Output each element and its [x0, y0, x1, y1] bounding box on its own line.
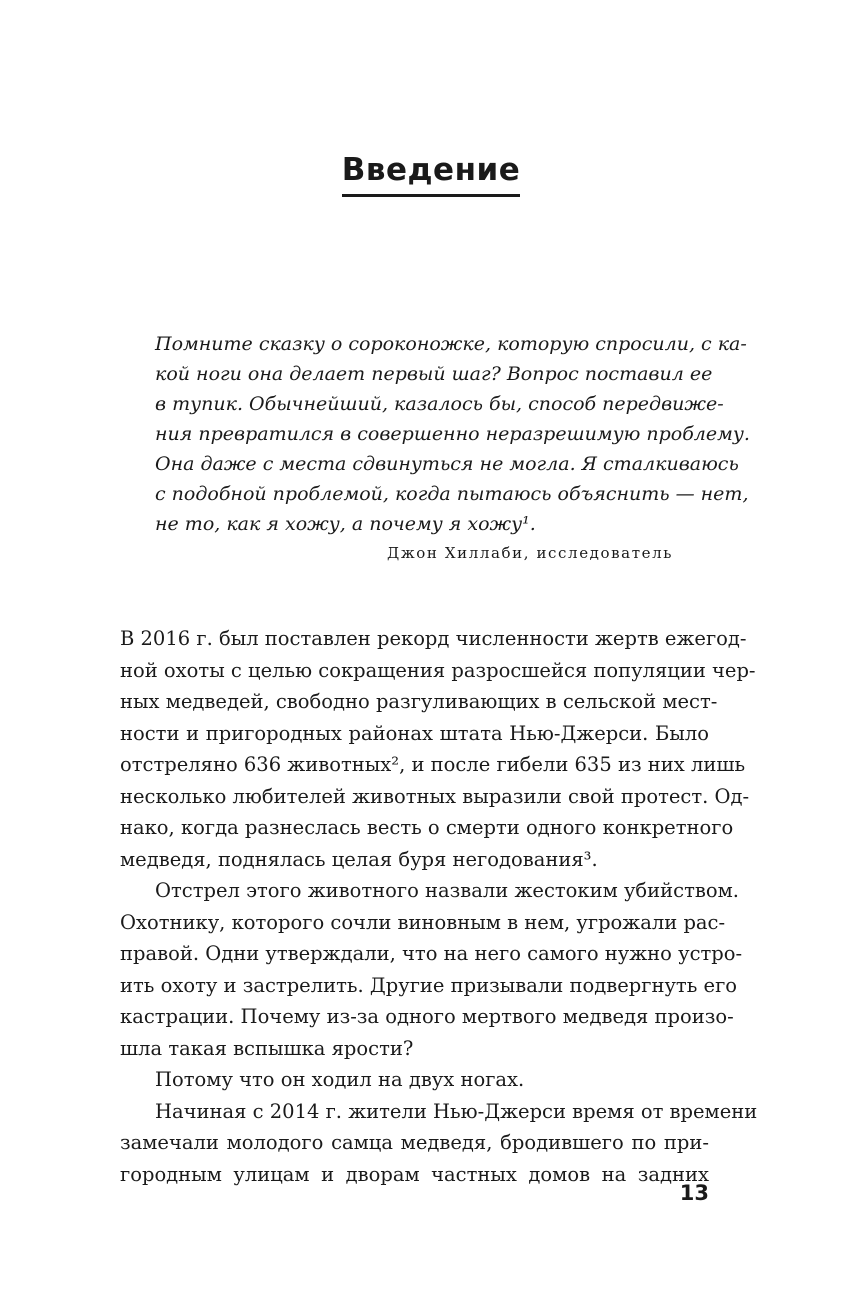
- epigraph-line: не то, как я хожу, а почему я хожу¹.: [155, 513, 536, 535]
- body-line: шла такая вспышка ярости?: [120, 1036, 414, 1060]
- body-line: ности и пригородных районах штата Нью-Джерси. Было: [120, 721, 709, 745]
- body-line: Отстрел этого животного назвали жестоким убийством.: [155, 879, 739, 902]
- body-line: ить охоту и застрелить. Другие призывали подвергнуть его: [120, 973, 738, 997]
- body-line: городным улицам и дворам частных домов на задних: [120, 1162, 709, 1186]
- body-line: несколько любителей животных выразили свой протест. Од-: [120, 784, 750, 808]
- body-line: В 2016 г. был поставлен рекорд численности жертв ежегод-: [120, 627, 747, 650]
- epigraph: [155, 329, 750, 562]
- body-text: [120, 623, 758, 1190]
- body-line: отстреляно 636 животных², и после гибели 635 из них лишь: [120, 753, 746, 776]
- body-line: ных медведей, свободно разгуливающих в сельской мест-: [120, 690, 718, 713]
- epigraph-attribution: Джон Хиллаби, исследователь: [387, 544, 673, 562]
- epigraph-line: с подобной проблемой, когда пытаюсь объяснить — нет,: [155, 483, 749, 505]
- body-line: Потому что он ходил на двух ногах.: [155, 1068, 525, 1091]
- chapter-title: Введение: [342, 152, 521, 197]
- epigraph-line: в тупик. Обычнейший, казалось бы, способ передвиже-: [155, 393, 724, 415]
- chapter-heading: [0, 152, 862, 197]
- body-line: ной охоты с целью сокращения разросшейся популяции чер-: [120, 658, 756, 682]
- epigraph-line: Помните сказку о сороконожке, которую спросили, с ка-: [155, 333, 747, 355]
- body-line: правой. Одни утверждали, что на него самого нужно устро-: [120, 942, 743, 965]
- body-line: нако, когда разнеслась весть о смерти одного конкретного: [120, 816, 734, 839]
- epigraph-line: Она даже с места сдвинуться не могла. Я сталкиваюсь: [155, 453, 739, 475]
- body-line: Охотнику, которого сочли виновным в нем, угрожали рас-: [120, 910, 726, 934]
- epigraph-line: кой ноги она делает первый шаг? Вопрос поставил ее: [155, 363, 713, 385]
- body-line: замечали молодого самца медведя, бродившего по при-: [120, 1131, 709, 1154]
- epigraph-line: ния превратился в совершенно неразрешимую проблему.: [155, 423, 750, 445]
- body-line: кастрации. Почему из-за одного мертвого медведя произо-: [120, 1005, 734, 1028]
- body-line: медведя, поднялась целая буря негодования³.: [120, 847, 598, 871]
- body-line: Начиная с 2014 г. жители Нью-Джерси время от времени: [155, 1099, 758, 1123]
- page-number: 13: [679, 1181, 709, 1205]
